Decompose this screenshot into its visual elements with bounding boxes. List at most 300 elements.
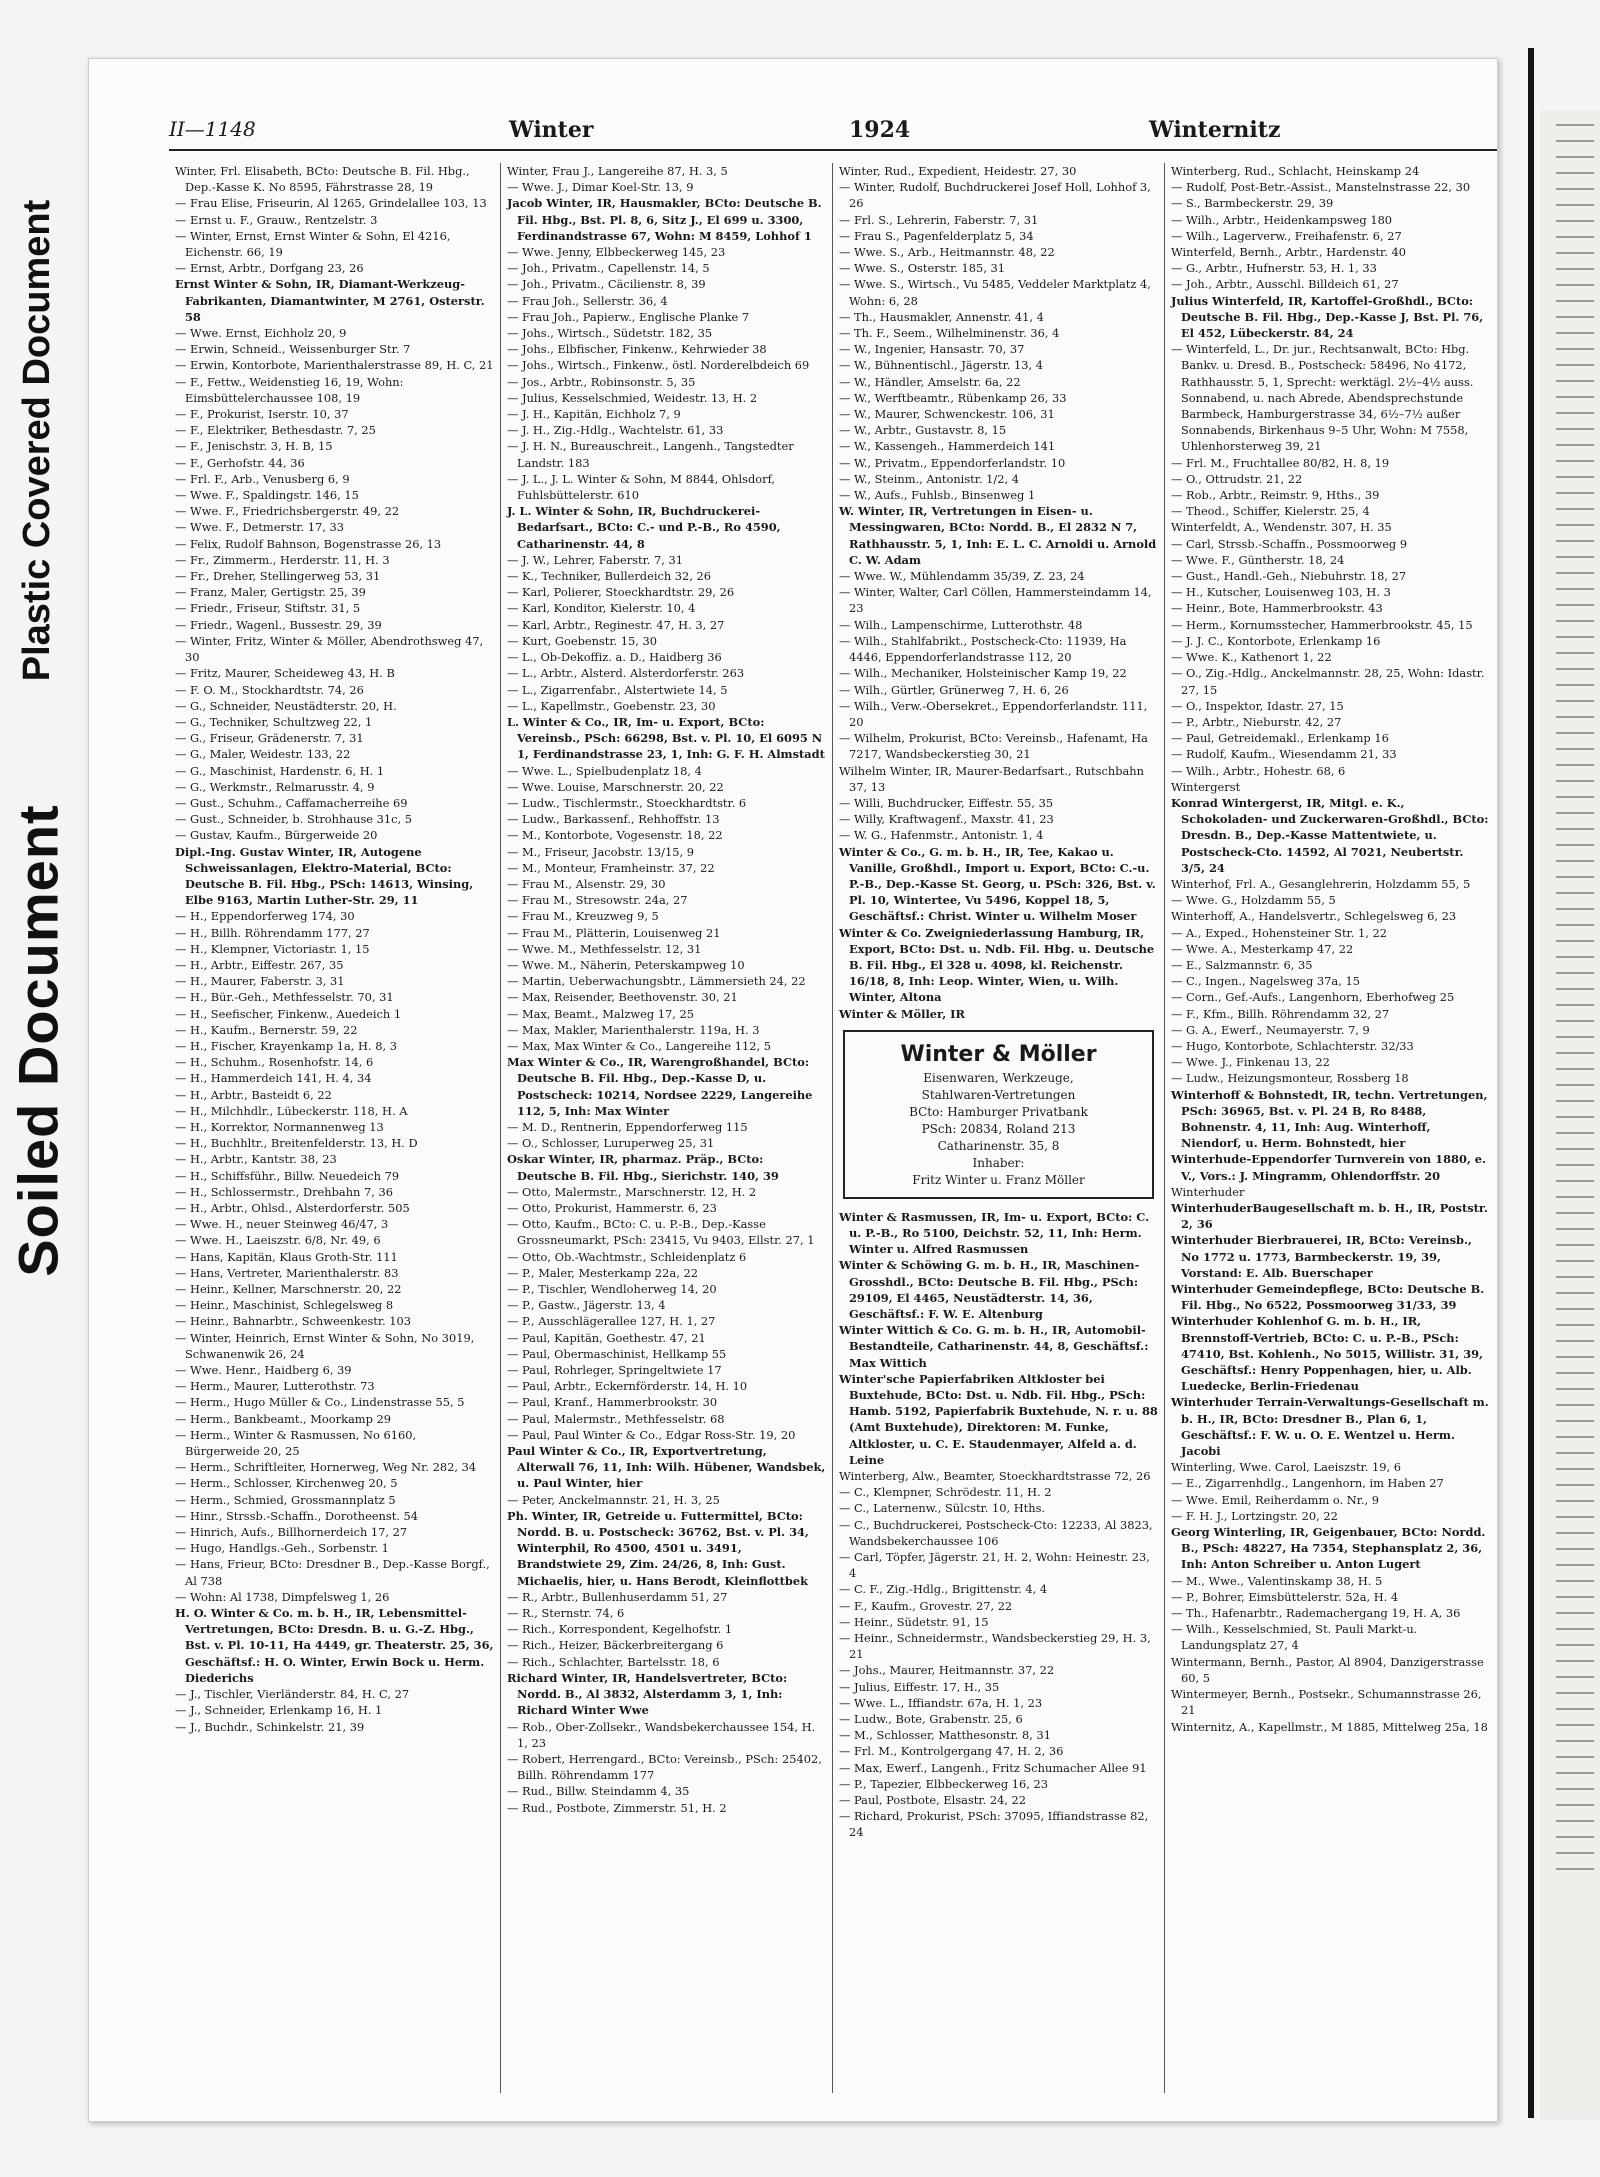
- adjacent-text-line: [1556, 524, 1594, 526]
- directory-entry: Jacob Winter, IR, Hausmakler, BCto: Deutsche B. Fil. Hbg., Bst. Pl. 8, 6, Sitz J., El 699 u. 3300, Ferdinandstrasse 67, Wohn: M 8459, Lohhof 1: [507, 196, 822, 243]
- directory-entry: Winter, Frau J., Langereihe 87, H. 3, 5: [507, 164, 728, 178]
- directory-entry: — Wilh., Kesselschmied, St. Pauli Markt-u. Landungsplatz 27, 4: [1171, 1622, 1418, 1653]
- directory-entry: — G., Maschinist, Hardenstr. 6, H. 1: [175, 763, 385, 778]
- directory-entry: — Karl, Polierer, Stoeckhardtstr. 29, 26: [507, 585, 735, 600]
- adjacent-text-line: [1556, 1628, 1594, 1630]
- directory-entry: — Frau Joh., Papierw., Englische Planke 7: [507, 309, 750, 324]
- directory-entry: — Paul, Rohrleger, Springeltwiete 17: [507, 1363, 722, 1378]
- directory-entry: — Joh., Privatm., Cäcilienstr. 8, 39: [507, 277, 706, 292]
- ad-line: PSch: 20834, Roland 213: [921, 1121, 1076, 1136]
- directory-entry: — Fr., Dreher, Stellingerweg 53, 31: [175, 569, 381, 584]
- directory-entry: — Frau M., Plätterin, Louisenweg 21: [507, 925, 721, 940]
- directory-entry: — Ludw., Tischlermstr., Stoeckhardtstr. 6: [507, 795, 747, 810]
- adjacent-text-line: [1556, 1868, 1594, 1870]
- directory-entry: — W., Werftbeamtr., Rübenkamp 26, 33: [839, 390, 1067, 405]
- directory-entry: — Heinr., Kellner, Marschnerstr. 20, 22: [175, 1282, 402, 1297]
- directory-entry: Winterfeldt, A., Wendenstr. 307, H. 35: [1171, 520, 1392, 535]
- directory-entry: — Franz, Maler, Gertigstr. 25, 39: [175, 585, 366, 600]
- directory-entry: — Wwe. Emil, Reiherdamm o. Nr., 9: [1171, 1492, 1380, 1507]
- adjacent-text-line: [1556, 1804, 1594, 1806]
- directory-entry: — F., Prokurist, Iserstr. 10, 37: [175, 407, 349, 422]
- directory-entry: — Gust., Handl.-Geh., Niebuhrstr. 18, 27: [1171, 569, 1407, 584]
- directory-entry: — Paul, Paul Winter & Co., Edgar Ross-Str. 19, 20: [507, 1427, 796, 1442]
- adjacent-text-line: [1556, 1532, 1594, 1534]
- directory-entry: — Theod., Schiffer, Kielerstr. 25, 4: [1171, 504, 1370, 519]
- adjacent-text-line: [1556, 124, 1594, 126]
- directory-entry: Winterling, Wwe. Carol, Laeiszstr. 19, 6: [1171, 1460, 1401, 1475]
- directory-entry: Winterhoff & Bohnstedt, IR, techn. Vertretungen, PSch: 36965, Bst. v. Pl. 24 B, Ro 8488, Bohnenstr. 4, 11, Inh: Aug. Winterhoff, Niendorf, u. Herm. Bohnstedt, hier: [1171, 1087, 1488, 1151]
- directory-entry: H. O. Winter & Co. m. b. H., IR, Lebensmittel-Vertretungen, BCto: Dresdn. B. u. G.-Z. Hbg., Bst. v. Pl. 10-11, Ha 4449, gr. Theaterstr. 25, 36, Geschäftsf.: H. O. Winter, Erwin Bock u. Herm. Diederichs: [175, 1606, 494, 1685]
- directory-entry: — Carl, Strssb.-Schaffn., Possmoorweg 9: [1171, 536, 1408, 551]
- adjacent-text-line: [1556, 1308, 1594, 1310]
- directory-entry: — Wilh., Lagerverw., Freihafenstr. 6, 27: [1171, 228, 1402, 243]
- directory-entry: — L., Arbtr., Alsterd. Alsterdorferstr. 263: [507, 666, 745, 681]
- adjacent-text-line: [1556, 620, 1594, 622]
- directory-entry: J. L. Winter & Sohn, IR, Buchdruckerei-Bedarfsart., BCto: C.- und P.-B., Ro 4590, Catharinenstr. 44, 8: [507, 504, 781, 551]
- directory-entry: — Frau S., Pagenfelderplatz 5, 34: [839, 228, 1034, 243]
- directory-entry: — F., Elektriker, Bethesdastr. 7, 25: [175, 423, 376, 438]
- adjacent-text-line: [1556, 444, 1594, 446]
- directory-entry: — H., Schiffsführ., Billw. Neuedeich 79: [175, 1168, 400, 1183]
- directory-entry: — J., Tischler, Vierländerstr. 84, H. C, 27: [175, 1687, 410, 1702]
- directory-entry: — M., Wwe., Valentinskamp 38, H. 5: [1171, 1573, 1383, 1588]
- adjacent-text-line: [1556, 924, 1594, 926]
- directory-entry: Winterfeld, Bernh., Arbtr., Hardenstr. 40: [1171, 245, 1406, 260]
- directory-entry: — Herm., Winter & Rasmussen, No 6160, Bürgerweide 20, 25: [175, 1427, 417, 1459]
- directory-entry: — J. L., J. L. Winter & Sohn, M 8844, Ohlsdorf, Fuhlsbüttelerstr. 610: [507, 471, 775, 503]
- adjacent-text-line: [1556, 1116, 1594, 1118]
- adjacent-text-line: [1556, 156, 1594, 158]
- directory-entry: — Wilh., Verw.-Obersekret., Eppendorferlandstr. 111, 20: [839, 698, 1148, 729]
- adjacent-text-line: [1556, 1148, 1594, 1150]
- directory-entry: — A., Exped., Hohensteiner Str. 1, 22: [1171, 925, 1387, 940]
- directory-entry: — K., Techniker, Bullerdeich 32, 26: [507, 569, 712, 584]
- directory-entry: — M., Friseur, Jacobstr. 13/15, 9: [507, 844, 694, 859]
- directory-entry: — F. H. J., Lortzingstr. 20, 22: [1171, 1508, 1338, 1523]
- directory-entry: — Johs., Maurer, Heitmannstr. 37, 22: [839, 1663, 1055, 1678]
- directory-entry: — Frau M., Kreuzweg 9, 5: [507, 909, 659, 924]
- directory-entry: — H., Billh. Röhrendamm 177, 27: [175, 925, 370, 940]
- directory-entry: — Paul, Postbote, Elsastr. 24, 22: [839, 1793, 1027, 1808]
- directory-entry: — E., Salzmannstr. 6, 35: [1171, 957, 1313, 972]
- side-label-soiled: [0, 760, 76, 1320]
- ad-line: Fritz Winter u. Franz Möller: [912, 1172, 1085, 1187]
- adjacent-text-line: [1556, 1484, 1594, 1486]
- adjacent-text-line: [1556, 252, 1594, 254]
- directory-entry: — H., Arbtr., Basteidt 6, 22: [175, 1087, 332, 1102]
- adjacent-text-line: [1556, 428, 1594, 430]
- adjacent-text-line: [1556, 1404, 1594, 1406]
- adjacent-text-line: [1556, 876, 1594, 878]
- directory-columns: [169, 163, 1498, 2093]
- directory-entry: — Wwe. F., Spaldingstr. 146, 15: [175, 488, 359, 503]
- directory-entry: Winterhof, Frl. A., Gesanglehrerin, Holzdamm 55, 5: [1171, 876, 1471, 891]
- directory-entry: — Wwe. J., Finkenau 13, 22: [1171, 1055, 1330, 1070]
- directory-entry: — W., Privatm., Eppendorferlandstr. 10: [839, 455, 1066, 470]
- directory-entry: — Paul, Arbtr., Eckernförderstr. 14, H. 10: [507, 1379, 748, 1394]
- adjacent-text-line: [1556, 1164, 1594, 1166]
- directory-entry: — Rudolf, Post-Betr.-Assist., Manstelnstrasse 22, 30: [1171, 180, 1471, 195]
- directory-entry: Winterberg, Rud., Schlacht, Heinskamp 24: [1171, 164, 1420, 178]
- directory-entry: Winterhuder Terrain-Verwaltungs-Gesellschaft m. b. H., IR, BCto: Dresdner B., Plan 6, 1, Geschäftsf.: F. W. u. O. E. Wentzel u. Herm. Jacobi: [1171, 1395, 1489, 1459]
- column-4: [1165, 163, 1497, 2093]
- adjacent-text-line: [1556, 220, 1594, 222]
- directory-entry: — Wwe. F., Detmerstr. 17, 33: [175, 520, 344, 535]
- directory-entry: — G., Maler, Weidestr. 133, 22: [175, 747, 351, 762]
- adjacent-text-line: [1556, 1004, 1594, 1006]
- adjacent-text-line: [1556, 908, 1594, 910]
- directory-entry: Ernst Winter & Sohn, IR, Diamant-Werkzeug-Fabrikanten, Diamantwinter, M 2761, Osterstr. 58: [175, 277, 485, 324]
- adjacent-text-line: [1556, 1084, 1594, 1086]
- adjacent-text-line: [1556, 412, 1594, 414]
- directory-entry: Wilhelm Winter, IR, Maurer-Bedarfsart., Rutschbahn 37, 13: [839, 763, 1144, 794]
- directory-entry: — Wilhelm, Prokurist, BCto: Vereinsb., Hafenamt, Ha 7217, Wandsbeckerstieg 30, 21: [839, 731, 1148, 762]
- directory-entry: — Wwe. F., Friedrichsbergerstr. 49, 22: [175, 504, 400, 519]
- directory-entry: — G., Friseur, Grädenerstr. 7, 31: [175, 731, 364, 746]
- directory-entry: — Karl, Arbtr., Reginestr. 47, H. 3, 27: [507, 617, 725, 632]
- adjacent-text-line: [1556, 652, 1594, 654]
- directory-entry: Konrad Wintergerst, IR, Mitgl. e. K., Schokoladen- und Zuckerwaren-Großhdl., BCto: Dresdn. B., Dep.-Kasse Mattentwiete, u. Postscheck-Cto. 14592, Al 7021, Neubertstr. 3/5, 24: [1171, 795, 1489, 875]
- directory-entry: — O., Inspektor, Idastr. 27, 15: [1171, 698, 1344, 713]
- adjacent-text-line: [1556, 780, 1594, 782]
- adjacent-text-line: [1556, 796, 1594, 798]
- directory-entry: — Frl. M., Kontrolgergang 47, H. 2, 36: [839, 1744, 1064, 1759]
- directory-entry: Paul Winter & Co., IR, Exportvertretung, Alterwall 76, 11, Inh: Wilh. Hübener, Wandsbek, u. Paul Winter, hier: [507, 1444, 826, 1491]
- directory-entry: — Heinr., Maschinist, Schlegelsweg 8: [175, 1298, 394, 1313]
- adjacent-text-line: [1556, 748, 1594, 750]
- directory-entry: — H., Bür.-Geh., Methfesselstr. 70, 31: [175, 990, 394, 1005]
- directory-entry: Winterberg, Alw., Beamter, Stoeckhardtstrasse 72, 26: [839, 1469, 1151, 1484]
- adjacent-text-line: [1556, 764, 1594, 766]
- directory-entry: W. Winter, IR, Vertretungen in Eisen- u. Messingwaren, BCto: Nordd. B., El 2832 N 7, Rathhausstr. 5, 1, Inh: E. L. C. Arnoldi u. Arnold C. W. Adam: [839, 504, 1157, 567]
- directory-entry: Wintermann, Bernh., Pastor, Al 8904, Danzigerstrasse 60, 5: [1171, 1654, 1484, 1685]
- adjacent-text-line: [1556, 1692, 1594, 1694]
- adjacent-text-line: [1556, 1852, 1594, 1854]
- directory-entry: — Winter, Walter, Carl Cöllen, Hammersteindamm 14, 23: [839, 585, 1152, 616]
- directory-entry: — Frau Joh., Sellerstr. 36, 4: [507, 293, 668, 308]
- directory-entry: — P., Arbtr., Nieburstr. 42, 27: [1171, 714, 1342, 729]
- directory-entry: — Heinr., Schneidermstr., Wandsbeckerstieg 29, H. 3, 21: [839, 1631, 1151, 1662]
- directory-entry: — P., Tapezier, Elbbeckerweg 16, 23: [839, 1776, 1048, 1791]
- directory-entry: L. Winter & Co., IR, Im- u. Export, BCto: Vereinsb., PSch: 66298, Bst. v. Pl. 10, El 6095 N 1, Ferdinandstrasse 23, 1, Inh: G. F. H. Almstadt: [507, 714, 825, 762]
- directory-entry: — G., Schneider, Neustädterstr. 20, H.: [175, 698, 397, 713]
- directory-entry: — Hugo, Handlgs.-Geh., Sorbenstr. 1: [175, 1541, 389, 1556]
- adjacent-text-line: [1556, 1772, 1594, 1774]
- directory-entry: — W., Maurer, Schwenckestr. 106, 31: [839, 407, 1055, 422]
- directory-entry: — F., Jenischstr. 3, H. B, 15: [175, 439, 333, 454]
- directory-entry: Winter Wittich & Co. G. m. b. H., IR, Automobil-Bestandteile, Catharinenstr. 44, 8, Geschäftsf.: Max Wittich: [839, 1323, 1149, 1370]
- directory-entry: — Frl. S., Lehrerin, Faberstr. 7, 31: [839, 212, 1039, 227]
- directory-entry: — Winter, Ernst, Ernst Winter & Sohn, El 4216, Eichenstr. 66, 19: [175, 228, 451, 260]
- adjacent-text-line: [1556, 684, 1594, 686]
- directory-entry: — Max, Ewerf., Langenh., Fritz Schumacher Allee 91: [839, 1760, 1147, 1775]
- directory-entry: — P., Maler, Mesterkamp 22a, 22: [507, 1265, 698, 1280]
- adjacent-text-line: [1556, 1244, 1594, 1246]
- directory-page: [88, 58, 1498, 2122]
- directory-entry: — C., Klempner, Schrödestr. 11, H. 2: [839, 1485, 1052, 1500]
- directory-entry: — L., Kapellmstr., Goebenstr. 23, 30: [507, 698, 716, 713]
- directory-entry: — Max, Beamt., Malzweg 17, 25: [507, 1006, 695, 1021]
- adjacent-text-line: [1556, 1756, 1594, 1758]
- adjacent-text-line: [1556, 812, 1594, 814]
- directory-entry: — Wwe. S., Osterstr. 185, 31: [839, 261, 1005, 276]
- directory-entry: — Wwe. J., Dimar Koel-Str. 13, 9: [507, 180, 694, 195]
- directory-entry: — Joh., Privatm., Capellenstr. 14, 5: [507, 261, 710, 276]
- directory-entry: — Peter, Anckelmannstr. 21, H. 3, 25: [507, 1492, 720, 1507]
- adjacent-page-edge: [1540, 110, 1600, 2120]
- side-label-plastic: [0, 160, 76, 720]
- directory-entry: Winter, Frl. Elisabeth, BCto: Deutsche B. Fil. Hbg., Dep.-Kasse K. No 8595, Fährstrasse 28, 19: [175, 164, 470, 195]
- directory-entry: — Wwe. K., Kathenort 1, 22: [1171, 650, 1332, 665]
- directory-entry: — Wwe. G., Holzdamm 55, 5: [1171, 893, 1336, 908]
- directory-entry: — W., Händler, Amselstr. 6a, 22: [839, 374, 1021, 389]
- adjacent-text-line: [1556, 300, 1594, 302]
- directory-entry: — Julius, Eiffestr. 17, H., 35: [839, 1679, 1000, 1694]
- directory-entry: — Otto, Ob.-Wachtmstr., Schleidenplatz 6: [507, 1249, 747, 1264]
- directory-entry: — Joh., Arbtr., Ausschl. Billdeich 61, 27: [1171, 277, 1399, 292]
- directory-entry: — H., Korrektor, Normannenweg 13: [175, 1119, 384, 1134]
- directory-entry: — Hans, Vertreter, Marienthalerstr. 83: [175, 1265, 399, 1280]
- directory-entry: — Erwin, Kontorbote, Marienthalerstrasse 89, H. C, 21: [175, 358, 494, 373]
- adjacent-text-line: [1556, 140, 1594, 142]
- directory-entry: Winter & Rasmussen, IR, Im- u. Export, BCto: C. u. P.-B., Ro 5100, Deichstr. 52, 11, Inh: Herm. Winter u. Alfred Rasmussen: [839, 1209, 1150, 1257]
- adjacent-text-line: [1556, 1436, 1594, 1438]
- directory-entry: — Willy, Kraftwagenf., Maxstr. 41, 23: [839, 812, 1054, 827]
- directory-entry: — Herm., Bankbeamt., Moorkamp 29: [175, 1411, 391, 1426]
- directory-entry: Oskar Winter, IR, pharmaz. Präp., BCto: Deutsche B. Fil. Hbg., Sierichstr. 140, 39: [507, 1152, 779, 1183]
- adjacent-text-line: [1556, 1612, 1594, 1614]
- adjacent-text-line: [1556, 1676, 1594, 1678]
- directory-entry: — P., Tischler, Wendloherweg 14, 20: [507, 1282, 717, 1297]
- directory-entry: — Herm., Hugo Müller & Co., Lindenstrasse 55, 5: [175, 1395, 465, 1410]
- directory-entry: — H., Schuhm., Rosenhofstr. 14, 6: [175, 1055, 374, 1070]
- header-year: 1924: [849, 117, 911, 143]
- directory-entry: — Heinr., Bahnarbtr., Schweenkestr. 103: [175, 1314, 412, 1329]
- directory-entry: — Friedr., Friseur, Stiftstr. 31, 5: [175, 601, 361, 616]
- directory-entry: Wintergerst: [1171, 779, 1241, 794]
- ad-line: Catharinenstr. 35, 8: [937, 1138, 1060, 1153]
- directory-entry: — M., Schlosser, Matthesonstr. 8, 31: [839, 1728, 1051, 1743]
- adjacent-text-line: [1556, 572, 1594, 574]
- directory-entry: — Winter, Rudolf, Buchdruckerei Josef Holl, Lohhof 3, 26: [839, 180, 1151, 211]
- directory-entry: — Rud., Postbote, Zimmerstr. 51, H. 2: [507, 1800, 727, 1815]
- adjacent-text-line: [1556, 396, 1594, 398]
- directory-entry: — Wwe. Henr., Haidberg 6, 39: [175, 1363, 352, 1378]
- adjacent-text-line: [1556, 700, 1594, 702]
- directory-entry: — Wwe. M., Methfesselstr. 12, 31: [507, 941, 702, 956]
- column-3: [833, 163, 1165, 2093]
- directory-entry: — Paul, Kranf., Hammerbrookstr. 30: [507, 1395, 718, 1410]
- directory-entry: — Ludw., Heizungsmonteur, Rossberg 18: [1171, 1071, 1409, 1086]
- adjacent-text-line: [1556, 1836, 1594, 1838]
- adjacent-text-line: [1556, 1644, 1594, 1646]
- adjacent-text-line: [1556, 1324, 1594, 1326]
- adjacent-text-line: [1556, 716, 1594, 718]
- directory-entry: — G., Arbtr., Hufnerstr. 53, H. 1, 33: [1171, 261, 1377, 276]
- directory-entry: — Wwe. L., Spielbudenplatz 18, 4: [507, 763, 702, 778]
- adjacent-text-line: [1556, 1132, 1594, 1134]
- directory-entry: — H., Hammerdeich 141, H. 4, 34: [175, 1071, 372, 1086]
- directory-entry: — L., Ob-Dekoffiz. a. D., Haidberg 36: [507, 650, 722, 665]
- directory-entry: — W. G., Hafenmstr., Antonistr. 1, 4: [839, 828, 1044, 843]
- directory-entry: — Ludw., Barkassenf., Rehhoffstr. 13: [507, 812, 720, 827]
- directory-entry: — P., Gastw., Jägerstr. 13, 4: [507, 1298, 666, 1313]
- directory-entry: — M. D., Rentnerin, Eppendorferweg 115: [507, 1119, 748, 1134]
- directory-entry: — Paul, Getreidemakl., Erlenkamp 16: [1171, 731, 1389, 746]
- directory-entry: Wintermeyer, Bernh., Postsekr., Schumannstrasse 26, 21: [1171, 1687, 1482, 1718]
- directory-entry: — Wilh., Gürtler, Grünerweg 7, H. 6, 26: [839, 682, 1069, 697]
- adjacent-text-line: [1556, 476, 1594, 478]
- directory-entry: — J., Schneider, Erlenkamp 16, H. 1: [175, 1703, 383, 1718]
- adjacent-text-line: [1556, 1260, 1594, 1262]
- directory-entry: — Rudolf, Kaufm., Wiesendamm 21, 33: [1171, 747, 1397, 762]
- directory-entry: — Carl, Töpfer, Jägerstr. 21, H. 2, Wohn: Heinestr. 23, 4: [839, 1550, 1150, 1581]
- directory-entry: — Wwe. L., Iffiandstr. 67a, H. 1, 23: [839, 1695, 1043, 1710]
- directory-entry: Winter & Co., G. m. b. H., IR, Tee, Kakao u. Vanille, Großhdl., Import u. Export, BCto: C.-u. P.-B., Dep.-Kasse St. Georg, u. PSch: 326, Bst. v. Pl. 10, Wintertee, Vu 5496, Koppel 18, 5, Geschäftsf.: Christ. Winter u. Wilhelm Moser: [839, 844, 1156, 924]
- adjacent-text-line: [1556, 1580, 1594, 1582]
- adjacent-text-line: [1556, 972, 1594, 974]
- adjacent-text-line: [1556, 844, 1594, 846]
- directory-entry: Max Winter & Co., IR, Warengroßhandel, BCto: Deutsche B. Fil. Hbg., Dep.-Kasse D, u. Postscheck: 10214, Nordsee 2229, Langereihe 112, 5, Inh: Max Winter: [507, 1055, 813, 1118]
- directory-entry: — F., Fettw., Weidenstieg 16, 19, Wohn: Eimsbüttelerchaussee 108, 19: [175, 374, 404, 405]
- adjacent-text-line: [1556, 1052, 1594, 1054]
- directory-entry: — Ernst u. F., Grauw., Rentzelstr. 3: [175, 212, 378, 227]
- directory-entry: — Wwe. H., neuer Steinweg 46/47, 3: [175, 1217, 389, 1232]
- directory-entry: Winter, Rud., Expedient, Heidestr. 27, 30: [839, 164, 1077, 178]
- directory-entry: — Rob., Ober-Zollsekr., Wandsbekerchaussee 154, H. 1, 23: [507, 1719, 816, 1750]
- directory-entry: — Johs., Wirtsch., Finkenw., östl. Norderelbdeich 69: [507, 358, 810, 373]
- directory-entry: — Karl, Konditor, Kielerstr. 10, 4: [507, 601, 696, 616]
- adjacent-text-line: [1556, 940, 1594, 942]
- adjacent-text-line: [1556, 1388, 1594, 1390]
- directory-entry: — Hans, Frieur, BCto: Dresdner B., Dep.-Kasse Borgf., Al 738: [175, 1557, 490, 1588]
- directory-entry: — W., Aufs., Fuhlsb., Binsenweg 1: [839, 488, 1036, 503]
- adjacent-text-line: [1556, 284, 1594, 286]
- directory-entry: — M., Monteur, Framheinstr. 37, 22: [507, 860, 715, 875]
- adjacent-text-line: [1556, 1724, 1594, 1726]
- directory-entry: — Herm., Schlosser, Kirchenweg 20, 5: [175, 1476, 398, 1491]
- directory-entry: — Johs., Elbfischer, Finkenw., Kehrwieder 38: [507, 342, 767, 357]
- directory-entry: — Wwe. W., Mühlendamm 35/39, Z. 23, 24: [839, 569, 1085, 584]
- directory-entry: — O., Schlosser, Luruperweg 25, 31: [507, 1136, 715, 1151]
- ad-line: Stahlwaren-Vertretungen: [921, 1087, 1076, 1102]
- directory-entry: — Paul, Obermaschinist, Hellkamp 55: [507, 1346, 727, 1361]
- adjacent-text-line: [1556, 1292, 1594, 1294]
- adjacent-text-line: [1556, 556, 1594, 558]
- directory-entry: — J. H., Zig.-Hdlg., Wachtelstr. 61, 33: [507, 423, 724, 438]
- directory-entry: — Th. F., Seem., Wilhelminenstr. 36, 4: [839, 326, 1060, 341]
- adjacent-text-line: [1556, 348, 1594, 350]
- directory-entry: — E., Zigarrenhdlg., Langenhorn, im Haben 27: [1171, 1476, 1444, 1491]
- directory-entry: Winter & Möller, IR: [839, 1006, 965, 1021]
- directory-entry: — Frl. M., Fruchtallee 80/82, H. 8, 19: [1171, 455, 1390, 470]
- directory-entry: — J., Buchdr., Schinkelstr. 21, 39: [175, 1719, 365, 1734]
- directory-entry: — Ludw., Bote, Grabenstr. 25, 6: [839, 1712, 1023, 1727]
- directory-entry: — Wilh., Lampenschirme, Lutterothstr. 48: [839, 617, 1083, 632]
- directory-entry: — Frau M., Stresowstr. 24a, 27: [507, 893, 688, 908]
- directory-entry: — H., Arbtr., Kantstr. 38, 23: [175, 1152, 337, 1167]
- adjacent-text-line: [1556, 460, 1594, 462]
- adjacent-text-line: [1556, 636, 1594, 638]
- directory-entry: — R., Sternstr. 74, 6: [507, 1606, 625, 1621]
- directory-entry: — Th., Hausmakler, Annenstr. 41, 4: [839, 309, 1044, 324]
- directory-entry: Julius Winterfeld, IR, Kartoffel-Großhdl., BCto: Deutsche B. Fil. Hbg., Dep.-Kasse J, Bst. Pl. 76, El 452, Lübeckerstr. 84, 24: [1171, 293, 1484, 341]
- adjacent-text-line: [1556, 1100, 1594, 1102]
- adjacent-text-line: [1556, 492, 1594, 494]
- adjacent-text-line: [1556, 588, 1594, 590]
- adjacent-text-line: [1556, 1356, 1594, 1358]
- directory-entry: — Wwe. M., Näherin, Peterskampweg 10: [507, 957, 745, 972]
- directory-entry: — Otto, Prokurist, Hammerstr. 6, 23: [507, 1201, 717, 1215]
- adjacent-text-line: [1556, 1276, 1594, 1278]
- adjacent-text-line: [1556, 1516, 1594, 1518]
- adjacent-text-line: [1556, 1420, 1594, 1422]
- directory-entry: — F., Kfm., Billh. Röhrendamm 32, 27: [1171, 1006, 1390, 1021]
- directory-entry: Winter & Schöwing G. m. b. H., IR, Maschinen-Grosshdl., BCto: Deutsche B. Fil. Hbg., PSch: 29109, El 4465, Neustädterstr. 14, 36, Geschäftsf.: F. W. E. Altenburg: [839, 1258, 1140, 1321]
- directory-entry: — O., Zig.-Hdlg., Anckelmannstr. 28, 25, Wohn: Idastr. 27, 15: [1171, 666, 1485, 697]
- directory-entry: — Max, Makler, Marienthalerstr. 119a, H. 3: [507, 1022, 760, 1037]
- directory-entry: — Rud., Billw. Steindamm 4, 35: [507, 1784, 690, 1799]
- adjacent-text-line: [1556, 380, 1594, 382]
- directory-entry: — Wwe. Louise, Marschnerstr. 20, 22: [507, 779, 724, 794]
- directory-entry: Winterhuder Kohlenhof G. m. b. H., IR, Brennstoff-Vertrieb, BCto: C. u. P.-B., PSch: 47410, Bst. Kohlenh., No 5015, Willistr. 31, 39, Geschäftsf.: Henry Poppenhagen, hier, u. Alb. Luedecke, Berlin-Friedenau: [1171, 1314, 1484, 1394]
- directory-entry: — Gust., Schneider, b. Strohhause 31c, 5: [175, 812, 413, 827]
- directory-entry: Winterhoff, A., Handelsvertr., Schlegelsweg 6, 23: [1171, 909, 1457, 924]
- directory-entry: — Rich., Heizer, Bäckerbreitergang 6: [507, 1638, 724, 1653]
- page-spine: [1528, 48, 1534, 2118]
- directory-entry: — F., Kaufm., Grovestr. 27, 22: [839, 1598, 1013, 1613]
- adjacent-text-line: [1556, 668, 1594, 670]
- directory-entry: — Otto, Malermstr., Marschnerstr. 12, H. 2: [507, 1184, 757, 1199]
- directory-entry: — Willi, Buchdrucker, Eiffestr. 55, 35: [839, 795, 1054, 810]
- directory-entry: — H., Fischer, Krayenkamp 1a, H. 8, 3: [175, 1038, 397, 1053]
- directory-entry: — H., Kaufm., Bernerstr. 59, 22: [175, 1022, 358, 1037]
- directory-entry: Winterhuder Gemeindepflege, BCto: Deutsche B. Fil. Hbg., No 6522, Possmoorweg 31/33, 39: [1171, 1282, 1485, 1313]
- adjacent-text-line: [1556, 508, 1594, 510]
- directory-entry: — H., Arbtr., Eiffestr. 267, 35: [175, 957, 344, 972]
- directory-entry: — Herm., Maurer, Lutterothstr. 73: [175, 1379, 375, 1394]
- directory-entry: WinterhuderBaugesellschaft m. b. H., IR, Poststr. 2, 36: [1171, 1201, 1488, 1232]
- adjacent-text-line: [1556, 1340, 1594, 1342]
- directory-entry: — Gust., Schuhm., Caffamacherreihe 69: [175, 795, 408, 810]
- directory-entry: — H., Arbtr., Ohlsd., Alsterdorferstr. 505: [175, 1201, 410, 1215]
- adjacent-text-line: [1556, 956, 1594, 958]
- adjacent-text-line: [1556, 828, 1594, 830]
- directory-entry: — G., Werkmstr., Relmarusstr. 4, 9: [175, 779, 375, 794]
- directory-entry: — Richard, Prokurist, PSch: 37095, Iffiandstrasse 82, 24: [839, 1809, 1149, 1840]
- directory-entry: — Wwe. Jenny, Elbbeckerweg 145, 23: [507, 245, 726, 260]
- directory-entry: — C., Buchdruckerei, Postscheck-Cto: 12233, Al 3823, Wandsbekerchaussee 106: [839, 1517, 1153, 1548]
- directory-entry: Winterhuder: [1171, 1184, 1245, 1199]
- directory-entry: — Paul, Malermstr., Methfesselstr. 68: [507, 1411, 725, 1426]
- column-1: [169, 163, 501, 2093]
- directory-entry: — W., Bühnentischl., Jägerstr. 13, 4: [839, 358, 1044, 373]
- directory-entry: Winter'sche Papierfabriken Altkloster bei Buxtehude, BCto: Dst. u. Ndb. Fil. Hbg., PSch: Hamb. 5192, Papierfabrik Buxtehude, N. r. u. 88 (Amt Buxtehude), Direktoren: M. Funke, Altkloster, u. C. E. Staudenmayer, Alfeld a. d. Leine: [839, 1371, 1158, 1467]
- directory-entry: — Robert, Herrengard., BCto: Vereinsb., PSch: 25402, Billh. Röhrendamm 177: [507, 1751, 822, 1783]
- directory-entry: — Gustav, Kaufm., Bürgerweide 20: [175, 828, 378, 843]
- directory-entry: — L., Zigarrenfabr., Alstertwiete 14, 5: [507, 682, 728, 697]
- directory-entry: — Wohn: Al 1738, Dimpfelsweg 1, 26: [175, 1589, 390, 1604]
- adjacent-text-line: [1556, 188, 1594, 190]
- directory-entry: — H., Kutscher, Louisenweg 103, H. 3: [1171, 585, 1391, 600]
- directory-entry: Winternitz, A., Kapellmstr., M 1885, Mittelweg 25a, 18: [1171, 1719, 1488, 1734]
- directory-entry: — Wilh., Stahlfabrikt., Postscheck-Cto: 11939, Ha 4446, Eppendorferlandstrasse 112, 20: [839, 633, 1127, 665]
- directory-entry: — F., Gerhofstr. 44, 36: [175, 455, 305, 470]
- directory-entry: — Johs., Wirtsch., Südetstr. 182, 35: [507, 326, 713, 341]
- directory-entry: Dipl.-Ing. Gustav Winter, IR, Autogene Schweissanlagen, Elektro-Material, BCto: Deutsche B. Fil. Hbg., PSch: 14613, Winsing, Elbe 9163, Martin Luther-Str. 29, 11: [175, 844, 474, 908]
- adjacent-text-line: [1556, 604, 1594, 606]
- directory-entry: — S., Barmbeckerstr. 29, 39: [1171, 196, 1334, 211]
